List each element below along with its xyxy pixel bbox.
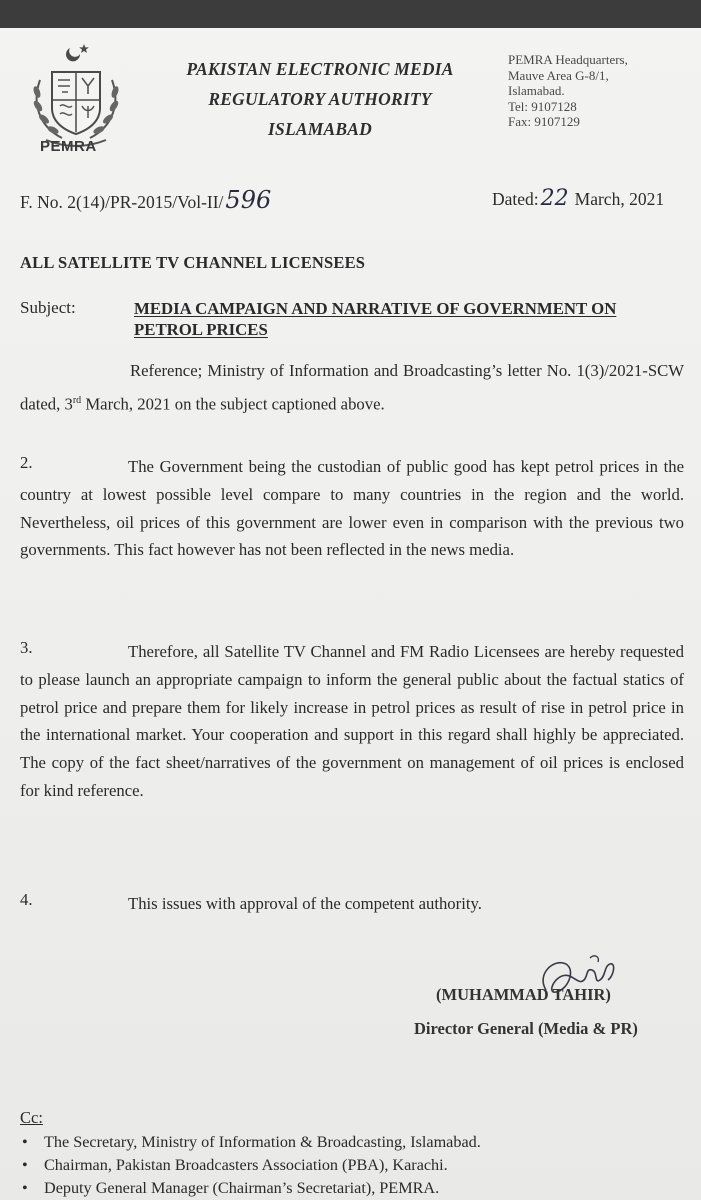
subject-label: Subject: [20, 298, 76, 317]
org-line: ISLAMABAD [268, 119, 372, 139]
cc-list [20, 1131, 680, 1200]
date-label: Dated: [492, 189, 539, 209]
cc-item [20, 1131, 680, 1154]
cc-item-text: Chairman, Pakistan Broadcasters Association (PBA), Karachi. [44, 1156, 448, 1174]
cc-item [20, 1154, 680, 1177]
bullet-icon: • [22, 1133, 28, 1151]
cc-label: Cc: [20, 1108, 43, 1127]
reference-paragraph [20, 356, 684, 420]
paragraph-3 [20, 638, 684, 805]
paragraph-number: 4. [20, 890, 33, 909]
letter-date [492, 186, 664, 211]
cc-item-text: Deputy General Manager (Chairman’s Secretariat), PEMRA. [44, 1179, 440, 1197]
top-status-bar [0, 0, 701, 28]
file-number-handwritten: 596 [225, 186, 272, 214]
address-line: Mauve Area G-8/1, [508, 67, 609, 83]
org-line: PAKISTAN ELECTRONIC MEDIA [186, 59, 454, 79]
paragraph-2 [20, 453, 684, 564]
bullet-icon: • [22, 1156, 28, 1174]
paragraph-4 [20, 890, 684, 918]
cc-item [20, 1177, 680, 1200]
signatory-title: Director General (Media & PR) [414, 1019, 638, 1038]
address-line: Islamabad. [508, 83, 565, 98]
office-address [508, 52, 688, 130]
signatory-name: (MUHAMMAD TAHIR) [436, 985, 611, 1004]
paragraph-number: 2. [20, 453, 33, 472]
file-number-prefix: F. No. 2(14)/PR-2015/Vol-II/ [20, 192, 224, 212]
date-day-handwritten: 22 [540, 186, 569, 211]
paragraph-text: The Government being the custodian of public good has kept petrol prices in the country at lowest possible level compare to many countries in the region and the world. Nevertheless, oil prices of this government are lower even in comparison with the previous two governments. This fact however has not been reflected in the news media. [20, 457, 684, 560]
reference-sup: rd [72, 395, 82, 406]
address-line: Tel: 9107128 [508, 98, 577, 114]
paragraph-text: This issues with approval of the competent authority. [128, 894, 482, 913]
file-number [20, 186, 271, 214]
logo-caption: PEMRA [40, 138, 97, 155]
cc-item-text: The Secretary, Ministry of Information & Broadcasting, Islamabad. [44, 1133, 481, 1151]
address-line: PEMRA Headquarters, [508, 52, 628, 67]
subject-text: MEDIA CAMPAIGN AND NARRATIVE OF GOVERNMENT ON PETROL PRICES [134, 299, 617, 339]
addressee: ALL SATELLITE TV CHANNEL LICENSEES [20, 253, 366, 272]
date-month-year: March, 2021 [574, 189, 665, 209]
organization-name [150, 54, 490, 144]
bullet-icon: • [22, 1179, 28, 1197]
address-line: Fax: 9107129 [508, 114, 580, 129]
paragraph-text: Therefore, all Satellite TV Channel and FM Radio Licensees are hereby requested to please launch an appropriate campaign to inform the general public about the factual statics of petrol price and prepare them for likely increase in petrol prices as result of rise in petrol price in the international market. Your cooperation and support in this regard shall highly be appreciated. The copy of the fact sheet/narratives of the government on management of oil prices is enclosed for kind reference. [20, 642, 684, 800]
reference-text-end: March, 2021 on the subject captioned above. [81, 394, 385, 414]
paragraph-number: 3. [20, 638, 33, 657]
reference-text: Reference; Ministry of Information and Broadcasting’s letter No. 1(3)/2021-SCW dated, 3 [20, 361, 684, 414]
org-line: REGULATORY AUTHORITY [208, 89, 432, 109]
